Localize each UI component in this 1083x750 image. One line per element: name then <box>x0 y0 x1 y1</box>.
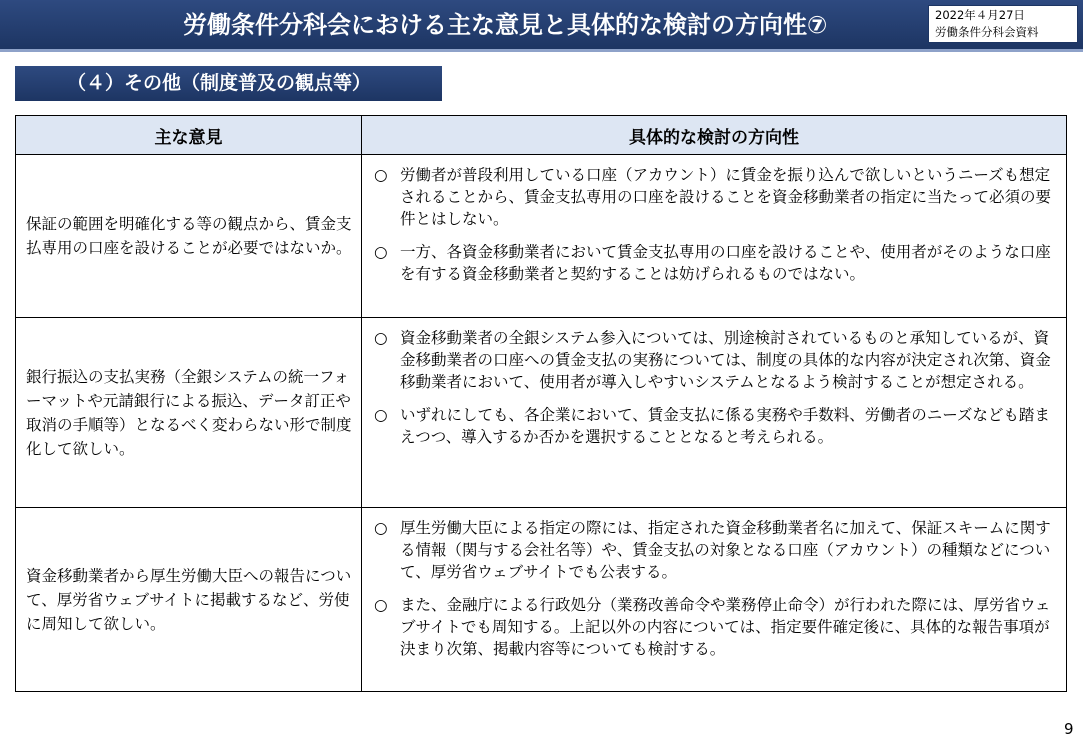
direction-item <box>374 241 1054 285</box>
header-divider <box>0 49 1083 52</box>
direction-cell <box>362 155 1067 318</box>
bullet-circle: ○ <box>374 329 388 347</box>
bullet-circle: ○ <box>374 519 388 537</box>
direction-item <box>374 594 1054 660</box>
direction-item <box>374 404 1054 448</box>
direction-item <box>374 517 1054 583</box>
bullet-circle: ○ <box>374 406 388 424</box>
bullet-circle: ○ <box>374 166 388 184</box>
direction-cell <box>362 318 1067 508</box>
table-row <box>16 508 1067 692</box>
column-header-opinions: 主な意見 <box>16 116 362 155</box>
document-date: 2022年４月27日 <box>935 8 1025 22</box>
direction-text: 資金移動業者の全銀システム参入については、別途検討されているものと承知しているが、資金移動業者の口座への賃金支払の実務については、制度の具体的な内容が決定され次第、資金移動業者において、使用者が導入しやすいシステムとなるよう検討することが想定される。 <box>400 329 1051 391</box>
direction-text: いずれにしても、各企業において、賃金支払に係る実務や手数料、労働者のニーズなども踏まえつつ、導入するか否かを選択することとなると考えられる。 <box>400 406 1050 446</box>
direction-cell <box>362 508 1067 692</box>
opinions-table <box>15 115 1067 692</box>
document-info-box <box>928 5 1078 43</box>
direction-item <box>374 164 1054 230</box>
opinion-cell: 資金移動業者から厚生労働大臣への報告について、厚労省ウェブサイトに掲載するなど、労使に周知して欲しい。 <box>16 508 362 692</box>
table-row <box>16 155 1067 318</box>
document-source: 労働条件分科会資料 <box>935 25 1039 39</box>
page-number: 9 <box>1064 720 1074 738</box>
direction-text: 厚生労働大臣による指定の際には、指定された資金移動業者名に加えて、保証スキームに関する情報（関与する会社名等）や、賃金支払の対象となる口座（アカウント）の種類などについて、厚労省ウェブサイトでも公表する。 <box>400 519 1051 581</box>
direction-text: また、金融庁による行政処分（業務改善命令や業務停止命令）が行われた際には、厚労省ウェブサイトでも周知する。上記以外の内容については、指定要件確定後に、具体的な報告事項が決まり次第、掲載内容等についても検討する。 <box>400 596 1051 658</box>
table-row <box>16 318 1067 508</box>
direction-item <box>374 327 1054 393</box>
opinion-cell: 保証の範囲を明確化する等の観点から、賃金支払専用の口座を設けることが必要ではないか。 <box>16 155 362 318</box>
section-heading: （４）その他（制度普及の観点等） <box>15 66 442 101</box>
opinion-cell: 銀行振込の支払実務（全銀システムの統一フォーマットや元請銀行による振込、データ訂正や取消の手順等）となるべく変わらない形で制度化して欲しい。 <box>16 318 362 508</box>
bullet-circle: ○ <box>374 243 388 261</box>
direction-text: 一方、各資金移動業者において賃金支払専用の口座を設けることや、使用者がそのような口座を有する資金移動業者と契約することは妨げられるものではない。 <box>400 243 1051 283</box>
bullet-circle: ○ <box>374 596 388 614</box>
page-title: 労働条件分科会における主な意見と具体的な検討の方向性⑦ <box>183 11 828 39</box>
table-header-row <box>16 116 1067 155</box>
column-header-directions: 具体的な検討の方向性 <box>362 116 1067 155</box>
direction-text: 労働者が普段利用している口座（アカウント）に賃金を振り込んで欲しいというニーズも想定されることから、賃金支払専用の口座を設けることを資金移動業者の指定に当たって必須の要件とはしない。 <box>400 166 1052 228</box>
